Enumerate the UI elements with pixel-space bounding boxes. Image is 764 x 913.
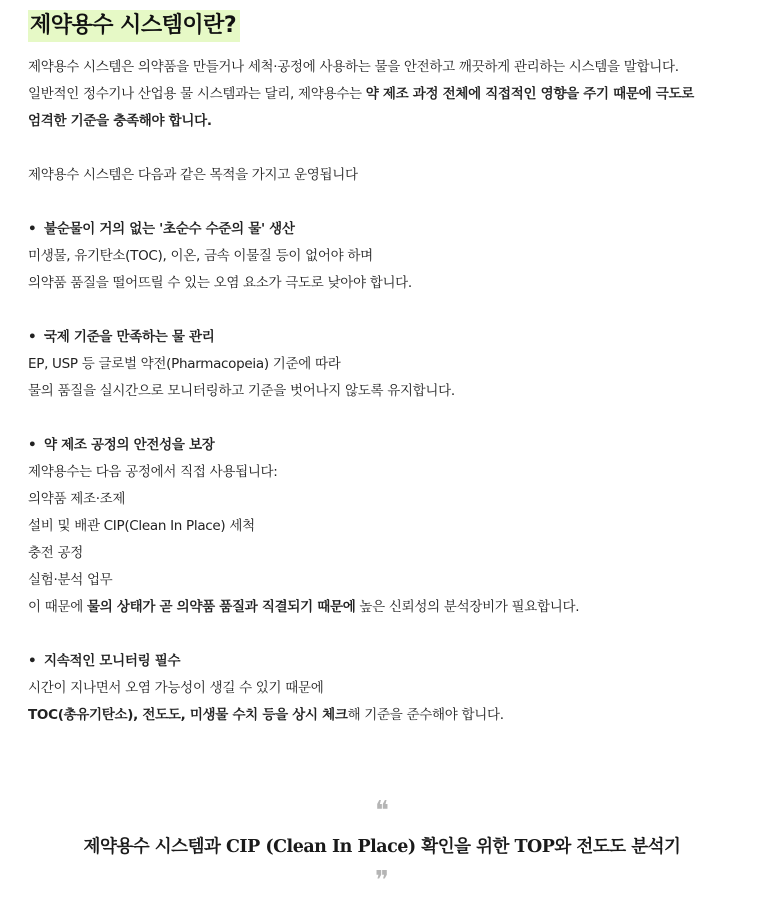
- page-title: 제약용수 시스템이란?: [28, 10, 240, 42]
- section-3-line-1: 제약용수는 다음 공정에서 직접 사용됩니다:: [28, 464, 278, 480]
- quote-text: 제약용수 시스템과 CIP (Clean In Place) 확인을 위한 TOP와 전도도 분석기: [83, 837, 681, 857]
- section-3-line-2: 의약품 제조·조제: [28, 491, 126, 507]
- section-2-line-1: EP, USP 등 글로벌 약전(Pharmacopeia) 기준에 따라: [28, 356, 341, 372]
- section-4-closing-b: 해 기준을 준수해야 합니다.: [347, 707, 504, 723]
- bullet-icon: •: [28, 329, 37, 345]
- blockquote: [0, 798, 764, 894]
- purpose-line: 제약용수 시스템은 다음과 같은 목적을 가지고 운영됩니다: [28, 167, 358, 183]
- spacer: [28, 621, 748, 648]
- spacer: [28, 189, 748, 216]
- section-2-title-text: 국제 기준을 만족하는 물 관리: [44, 329, 215, 345]
- section-2-line-2: 물의 품질을 실시간으로 모니터링하고 기준을 벗어나지 않도록 유지합니다.: [28, 383, 455, 399]
- intro-line-2: [28, 81, 748, 108]
- section-3-closing: [28, 594, 748, 621]
- open-quote-icon: ❝: [375, 796, 389, 826]
- section-3-closing-a: 이 때문에: [28, 599, 87, 615]
- intro-line-1: 제약용수 시스템은 의약품을 만들거나 세척·공정에 사용하는 물을 안전하고 깨끗하게 관리하는 시스템을 말합니다.: [28, 59, 679, 75]
- section-1-line-1: 미생물, 유기탄소(TOC), 이온, 금속 이물질 등이 없어야 하며: [28, 248, 373, 264]
- spacer: [28, 297, 748, 324]
- heading-wrapper: [28, 10, 748, 44]
- spacer: [28, 135, 748, 162]
- section-4-line-1: 시간이 지나면서 오염 가능성이 생길 수 있기 때문에: [28, 680, 324, 696]
- section-3-title: [28, 432, 748, 459]
- section-4-closing-emphasis: TOC(총유기탄소), 전도도, 미생물 수치 등을 상시 체크: [28, 707, 348, 723]
- section-1-line-2: 의약품 품질을 떨어뜨릴 수 있는 오염 요소가 극도로 낮아야 합니다.: [28, 275, 412, 291]
- section-3-line-3: 설비 및 배관 CIP(Clean In Place) 세척: [28, 518, 255, 534]
- intro-line-2-emphasis: 약 제조 과정 전체에 직접적인 영향을 주기 때문에 극도로: [365, 86, 694, 102]
- section-1-title: [28, 216, 748, 243]
- intro-line-3: 엄격한 기준을 충족해야 합니다.: [28, 113, 212, 129]
- section-3-line-5: 실험·분석 업무: [28, 572, 113, 588]
- bullet-icon: •: [28, 221, 37, 237]
- section-4-closing: [28, 702, 748, 729]
- section-4-title-text: 지속적인 모니터링 필수: [44, 653, 181, 669]
- article-text: [28, 54, 748, 729]
- section-3-closing-b: 높은 신뢰성의 분석장비가 필요합니다.: [355, 599, 580, 615]
- spacer: [28, 405, 748, 432]
- section-4-title: [28, 648, 748, 675]
- section-3-closing-emphasis: 물의 상태가 곧 의약품 품질과 직결되기 때문에: [86, 599, 356, 615]
- section-3-title-text: 약 제조 공정의 안전성을 보장: [44, 437, 215, 453]
- close-quote-icon: ❞: [375, 866, 389, 896]
- intro-line-2-text: 일반적인 정수기나 산업용 물 시스템과는 달리, 제약용수는: [28, 86, 366, 102]
- article-body: [28, 0, 748, 729]
- section-2-title: [28, 324, 748, 351]
- bullet-icon: •: [28, 653, 37, 669]
- section-3-line-4: 충전 공정: [28, 545, 83, 561]
- bullet-icon: •: [28, 437, 37, 453]
- section-1-title-text: 불순물이 거의 없는 '초순수 수준의 물' 생산: [44, 221, 295, 237]
